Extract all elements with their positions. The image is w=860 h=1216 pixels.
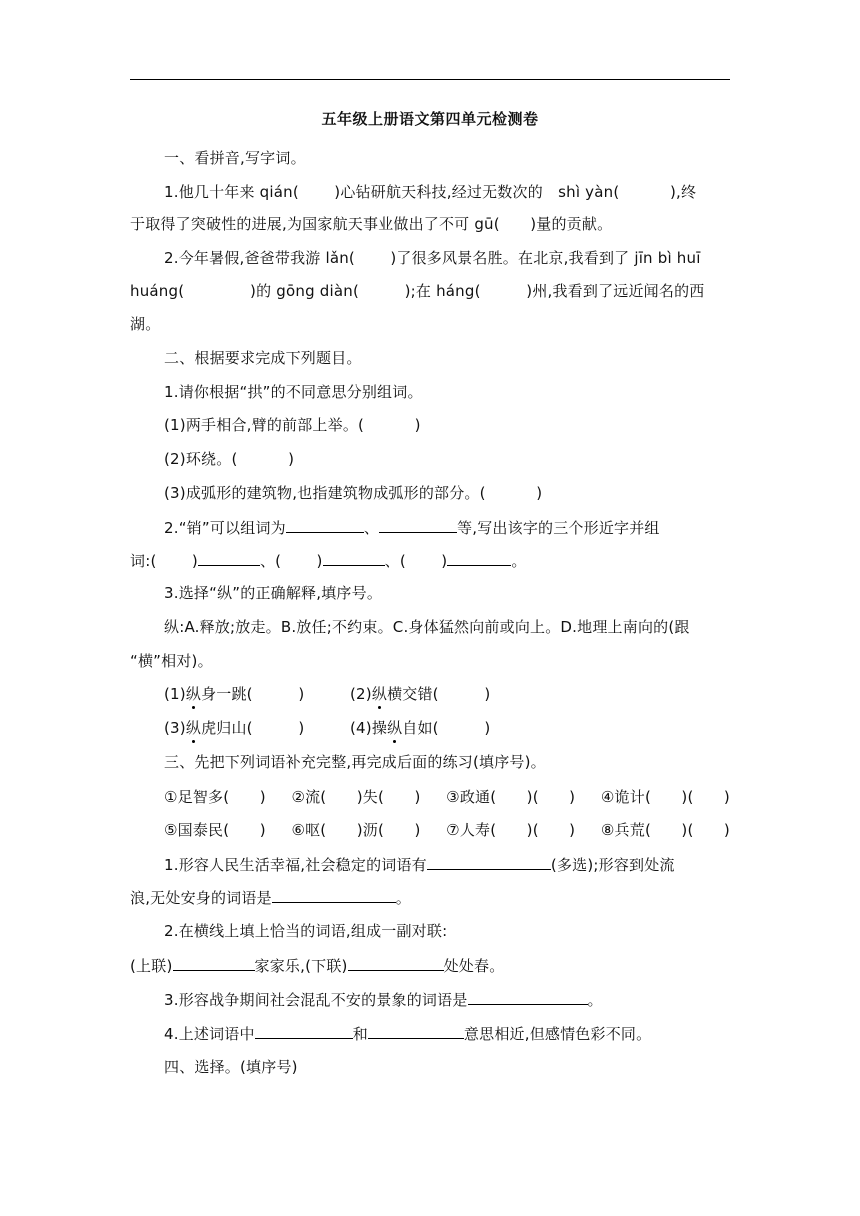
s1-q2-line2: huáng( )的 gōng diàn( );在 háng( )州,我看到了远近闻名的西 [130,282,705,300]
section-4-heading: 四、选择。(填序号) [164,1058,298,1076]
couplet-end: 处处春。 [443,957,505,975]
option-prefix: (2) [350,685,372,703]
s3-q4-text-c: 意思相近,但感情色彩不同。 [463,1025,652,1043]
option-prefix: (1) [164,685,186,703]
s2-q2-paren-1: 词:( ) [130,552,198,570]
s2-q2-text-b: 等,写出该字的三个形近字并组 [457,519,660,537]
option-rest: 横交错( ) [387,685,491,703]
s2-q3-option-3 [164,718,304,738]
emphasis-char: 纵 [185,685,202,703]
answer-blank[interactable] [379,517,457,533]
idiom-item: ①足智多( ) [164,788,266,806]
section-2-heading: 二、根据要求完成下列题目。 [164,349,362,367]
option-prefix: (4)操 [350,719,388,737]
s3-q1-text-c: 浪,无处安身的词语是 [130,889,272,907]
answer-blank[interactable] [348,955,444,971]
answer-blank[interactable] [468,989,588,1005]
section-1-heading: 一、看拼音,写字词。 [164,149,306,167]
s3-q3-text: 3.形容战争期间社会混乱不安的景象的词语是 [164,991,468,1009]
emphasis-char: 纵 [371,685,388,703]
idiom-item: ⑧兵荒( )( ) [600,821,730,839]
s3-q2-couplet [130,955,730,976]
idiom-row-2 [164,820,730,840]
s3-q4-text-b: 和 [352,1025,368,1043]
s2-q2-paren-2: 、( ) [259,552,323,570]
s3-q3-end: 。 [587,991,603,1009]
s2-q2-paren-3: 、( ) [384,552,448,570]
option-rest: 虎归山( ) [201,719,305,737]
s2-q2-end: 。 [511,552,527,570]
s3-q4 [164,1023,730,1044]
s2-q2-line1 [164,517,730,538]
s1-q1-line1: 1.他几十年来 qián( )心钻研航天科技,经过无数次的 shì yàn( ),终 [164,183,697,201]
answer-blank[interactable] [173,955,255,971]
s2-q3-option-2 [350,684,490,704]
s2-q1-item1: (1)两手相合,臂的前部上举。( ) [164,416,421,434]
answer-blank[interactable] [198,550,260,566]
idiom-row-1 [164,787,730,807]
s2-q1-item3: (3)成弧形的建筑物,也指建筑物成弧形的部分。( ) [164,484,543,502]
top-rule [130,79,730,80]
answer-blank[interactable] [447,550,511,566]
s2-q3-option-4 [350,718,490,738]
s2-q3-option-1 [164,684,304,704]
option-rest: 身一跳( ) [201,685,305,703]
emphasis-char: 纵 [185,719,202,737]
idiom-item: ②流( )失( ) [291,788,421,806]
s2-q2-line2 [130,550,730,571]
s2-q1: 1.请你根据“拱”的不同意思分别组词。 [164,383,423,401]
s3-q4-text-a: 4.上述词语中 [164,1025,255,1043]
idiom-item: ③政通( )( ) [446,788,576,806]
s3-q1-line2 [130,887,730,908]
option-prefix: (3) [164,719,186,737]
idiom-item: ④诡计( )( ) [600,788,730,806]
emphasis-char: 纵 [387,719,403,737]
s3-q1-end: 。 [395,889,411,907]
s1-q2-line1: 2.今年暑假,爸爸带我游 lǎn( )了很多风景名胜。在北京,我看到了 jīn bì huī [164,249,701,267]
s2-q3-definition-2: “横”相对)。 [130,652,213,670]
option-rest: 自如( ) [402,719,491,737]
answer-blank[interactable] [323,550,385,566]
s1-q2-line3: 湖。 [130,315,161,333]
idiom-item: ⑦人寿( )( ) [446,821,576,839]
idiom-item: ⑥呕( )沥( ) [291,821,421,839]
section-3-heading: 三、先把下列词语补充完整,再完成后面的练习(填序号)。 [164,753,546,771]
answer-blank[interactable] [368,1023,464,1039]
s3-q3 [164,989,730,1010]
page-title: 五年级上册语文第四单元检测卷 [321,110,539,128]
s2-q2-sep: 、 [363,519,380,537]
answer-blank[interactable] [272,887,396,903]
s3-q1-text-a: 1.形容人民生活幸福,社会稳定的词语有 [164,856,427,874]
s3-q2: 2.在横线上填上恰当的词语,组成一副对联: [164,922,448,940]
s2-q3-definition-1: 纵:A.释放;放走。B.放任;不约束。C.身体猛然向前或向上。D.地理上南向的(跟 [164,618,690,636]
s2-q1-item2: (2)环绕。( ) [164,450,295,468]
s2-q2-text-a: 2.“销”可以组词为 [164,519,286,537]
s3-q1-line1 [164,854,730,875]
couplet-lower-label: 家家乐,(下联) [254,957,348,975]
couplet-upper-label: (上联) [130,957,173,975]
answer-blank[interactable] [255,1023,353,1039]
answer-blank[interactable] [427,854,551,870]
s3-q1-text-b: (多选);形容到处流 [550,856,675,874]
s1-q1-line2: 于取得了突破性的进展,为国家航天事业做出了不可 gū( )量的贡献。 [130,215,613,233]
s2-q3: 3.选择“纵”的正确解释,填序号。 [164,584,383,602]
idiom-item: ⑤国泰民( ) [164,821,266,839]
answer-blank[interactable] [286,517,364,533]
